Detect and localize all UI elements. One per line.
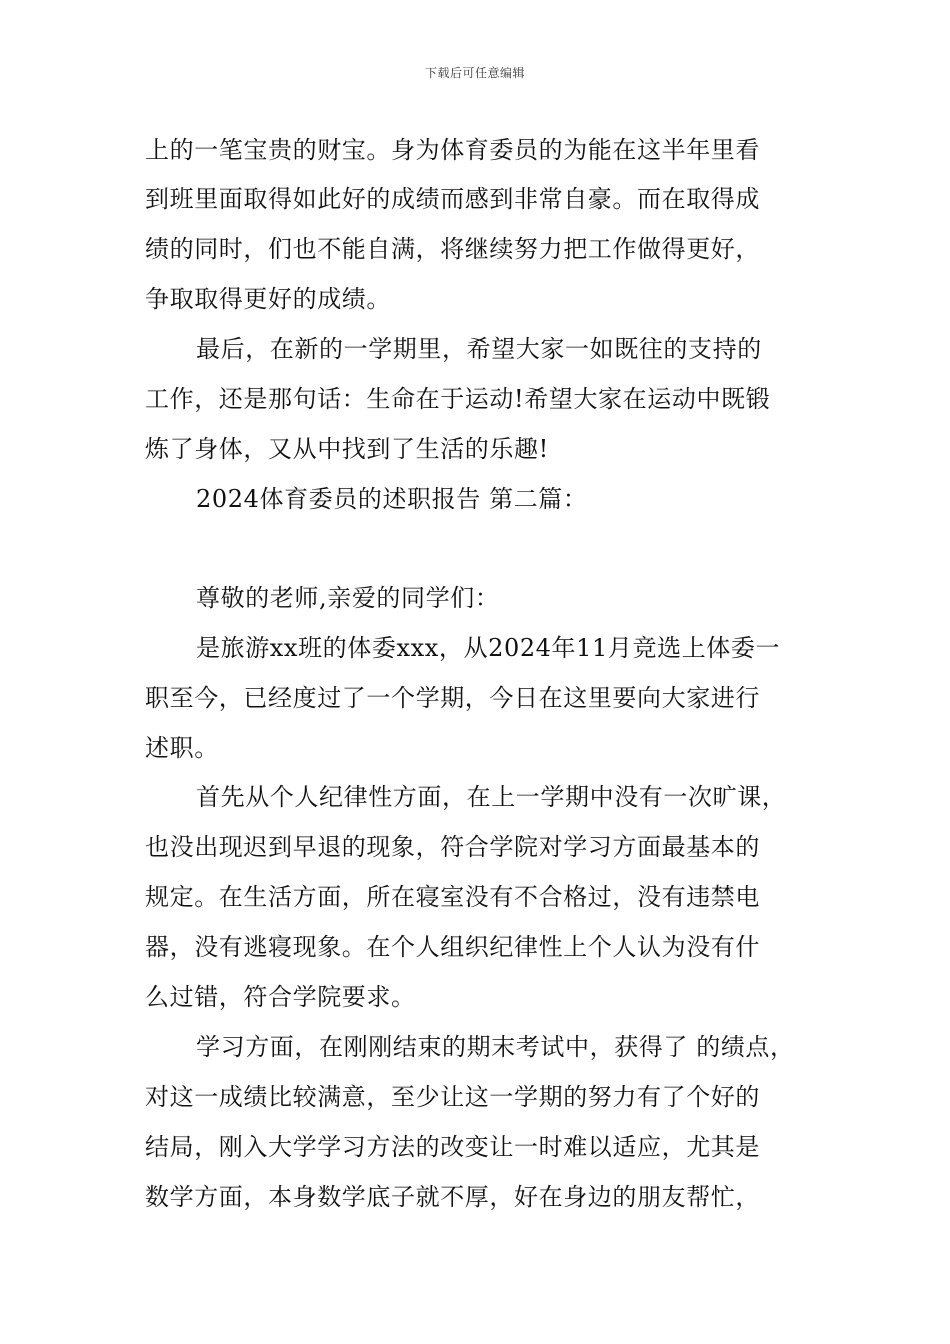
paragraph-line: 最后，在新的一学期里，希望大家一如既往的支持的 xyxy=(196,335,762,363)
paragraph-line: 也没出现迟到早退的现象，符合学院对学习方面最基本的 xyxy=(145,833,760,861)
paragraph-line: 器，没有逃寝现象。在个人组织纪律性上个人认为没有什 xyxy=(145,933,760,961)
paragraph-line: 对这一成绩比较满意，至少让这一学期的努力有了个好的 xyxy=(145,1083,760,1111)
section-heading: 2024体育委员的述职报告 第二篇： xyxy=(196,485,588,513)
paragraph-line: 学习方面，在刚刚结束的期末考试中，获得了 的绩点， xyxy=(196,1033,795,1061)
paragraph-line: 争取取得更好的成绩。 xyxy=(145,285,391,313)
paragraph-line: 结局，刚入大学学习方法的改变让一时难以适应，尤其是 xyxy=(145,1133,760,1161)
paragraph-line: 工作，还是那句话：生命在于运动!希望大家在运动中既锻 xyxy=(145,385,771,413)
paragraph-line: 数学方面，本身数学底子就不厚，好在身边的朋友帮忙， xyxy=(145,1183,760,1211)
paragraph-line: 到班里面取得如此好的成绩而感到非常自豪。而在取得成 xyxy=(145,185,760,213)
paragraph-line: 么过错，符合学院要求。 xyxy=(145,983,416,1011)
paragraph-line: 职至今，已经度过了一个学期，今日在这里要向大家进行 xyxy=(145,684,760,712)
paragraph-line: 规定。在生活方面，所在寝室没有不合格过，没有违禁电 xyxy=(145,883,760,911)
paragraph-line: 上的一笔宝贵的财宝。身为体育委员的为能在这半年里看 xyxy=(145,136,760,164)
page-header: 下载后可任意编辑 xyxy=(424,66,525,80)
paragraph-line: 绩的同时，们也不能自满，将继续努力把工作做得更好， xyxy=(145,235,760,263)
paragraph-line: 述职。 xyxy=(145,734,219,762)
paragraph-line: 首先从个人纪律性方面，在上一学期中没有一次旷课， xyxy=(196,783,787,811)
salutation: 尊敬的老师,亲爱的同学们： xyxy=(196,584,500,612)
paragraph-line: 是旅游xx班的体委xxx，从2024年11月竞选上体委一 xyxy=(196,634,781,662)
paragraph-line: 炼了身体，又从中找到了生活的乐趣! xyxy=(145,435,549,463)
